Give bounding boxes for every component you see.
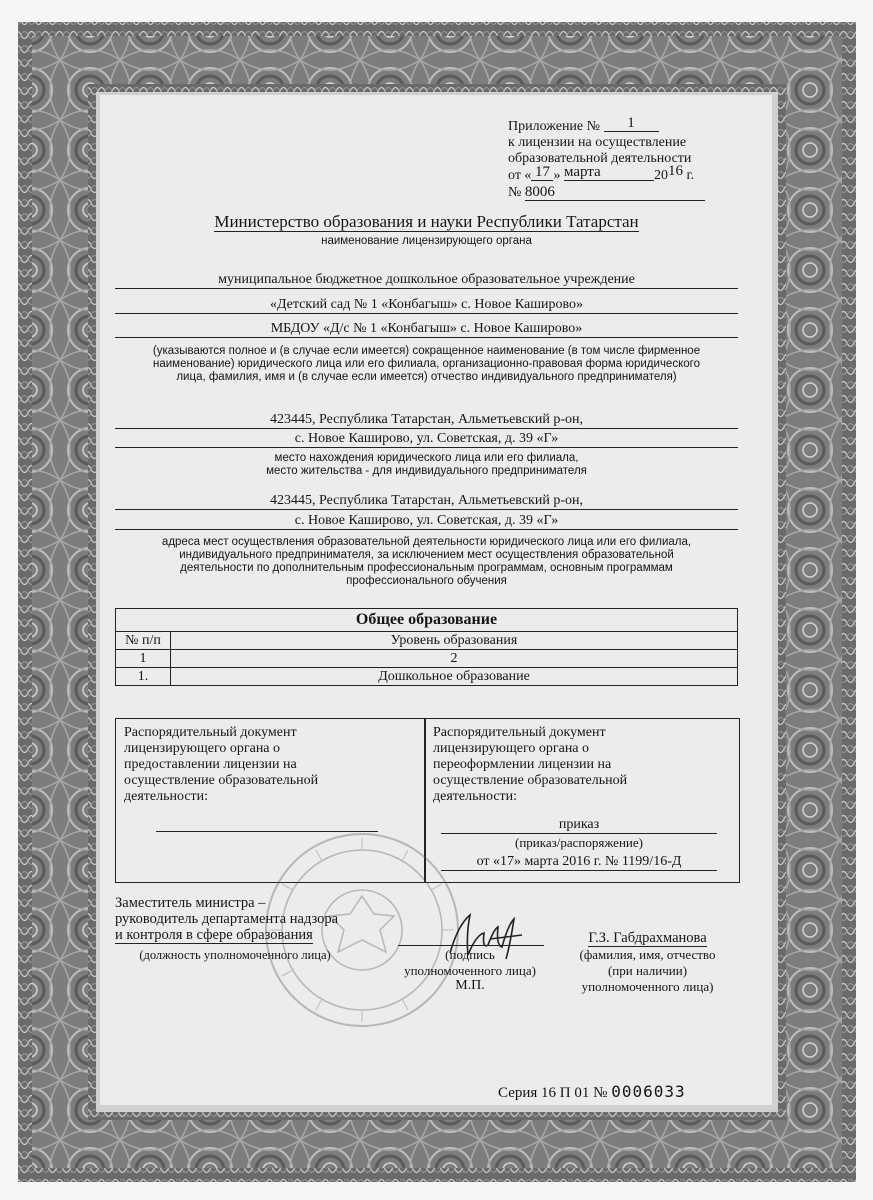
decree-right-text bbox=[433, 725, 723, 805]
decree-right-5: деятельности: bbox=[433, 789, 518, 804]
location-line-2: с. Новое Каширово, ул. Советская, д. 39 «Г» bbox=[115, 431, 738, 448]
date-mid: » bbox=[553, 168, 561, 183]
license-num-label: № bbox=[508, 185, 522, 200]
decree-doc-type: приказ bbox=[441, 817, 717, 834]
series-num-label: № bbox=[593, 1085, 608, 1101]
decree-right-2: лицензирующего органа о bbox=[433, 741, 590, 756]
education-title: Общее образование bbox=[116, 609, 738, 632]
table-header-row bbox=[116, 632, 738, 650]
signature-caption bbox=[395, 947, 545, 979]
organ-caption: наименование лицензирующего органа bbox=[321, 235, 532, 247]
row-num: 1. bbox=[116, 668, 171, 686]
decree-left-5: деятельности: bbox=[124, 789, 209, 804]
position-caption: (должность уполномоченного лица) bbox=[139, 948, 331, 962]
table-row bbox=[116, 668, 738, 686]
org-full-name-line-2: «Детский сад № 1 «Конбагыш» с. Новое Каширово» bbox=[115, 297, 738, 314]
signatory-position bbox=[115, 895, 365, 944]
decree-left-1: Распорядительный документ bbox=[124, 725, 297, 740]
decree-doc-caption: (приказ/распоряжение) bbox=[515, 835, 643, 850]
organ-name-text: Министерство образования и науки Республики Татарстан bbox=[214, 212, 639, 231]
decree-doc-ref: от «17» марта 2016 г. № 1199/16-Д bbox=[441, 854, 717, 871]
appendix-label: Приложение № bbox=[508, 119, 600, 134]
row-level: Дошкольное образование bbox=[171, 668, 738, 686]
appendix-line-2: к лицензии на осуществление bbox=[508, 135, 687, 150]
date-year-suffix: 16 bbox=[667, 163, 683, 179]
activity-caption-2: индивидуального предпринимателя, за исключением мест осуществления образовательной bbox=[179, 549, 674, 561]
org-full-name-line-1: муниципальное бюджетное дошкольное образовательное учреждение bbox=[115, 272, 738, 289]
date-day: 17 bbox=[531, 164, 553, 181]
position-line-1: Заместитель министра – bbox=[115, 895, 266, 911]
date-year-prefix: 20 bbox=[653, 168, 668, 183]
decree-right-1: Распорядительный документ bbox=[433, 725, 606, 740]
location-caption-1: место нахождения юридического лица или его филиала, bbox=[274, 452, 579, 464]
appendix-block bbox=[508, 115, 728, 201]
activity-address-line-2: с. Новое Каширово, ул. Советская, д. 39 «Г» bbox=[115, 513, 738, 530]
col-num-index: 1 bbox=[116, 650, 171, 668]
activity-address-line-1: 423445, Республика Татарстан, Альметьевский р-он, bbox=[115, 493, 738, 510]
name-caption-2: (при наличии) bbox=[607, 963, 688, 978]
decree-right-4: осуществление образовательной bbox=[433, 773, 628, 788]
series-number: 0006033 bbox=[611, 1082, 686, 1101]
series-line bbox=[498, 1082, 686, 1102]
signatory-name bbox=[560, 930, 735, 946]
name-caption-3: уполномоченного лица) bbox=[581, 979, 714, 994]
signatory-name-text: Г.З. Габдрахманова bbox=[588, 930, 707, 946]
location-caption-2: место жительства - для индивидуального предпринимателя bbox=[266, 465, 587, 477]
activity-caption-4: профессионального обучения bbox=[346, 575, 507, 587]
org-short-name: МБДОУ «Д/с № 1 «Конбагыш» с. Новое Каширово» bbox=[115, 321, 738, 338]
series-label: Серия bbox=[498, 1085, 538, 1101]
appendix-line-3: образовательной деятельности bbox=[508, 151, 692, 166]
org-caption bbox=[115, 345, 738, 384]
signature-caption-2: уполномоченного лица) bbox=[404, 963, 536, 978]
table-title-row bbox=[116, 609, 738, 632]
org-caption-2: наименование) юридического лица или его филиала, организационно-правовая форма юридического bbox=[153, 358, 700, 370]
appendix-label-line bbox=[508, 115, 728, 135]
name-caption-1: (фамилия, имя, отчество bbox=[579, 947, 716, 962]
date-year-g: г. bbox=[686, 168, 695, 183]
org-caption-1: (указываются полное и (в случае если имеется) сокращенное наименование (в том числе фирменное bbox=[152, 345, 701, 357]
signature-caption-1: (подпись bbox=[445, 947, 495, 962]
col-level-index: 2 bbox=[171, 650, 738, 668]
date-prefix: от « bbox=[508, 168, 532, 183]
license-number-line bbox=[508, 184, 728, 201]
series-value: 16 П 01 bbox=[541, 1085, 590, 1101]
decree-left-3: предоставлении лицензии на bbox=[124, 757, 297, 772]
org-caption-3: лица, фамилия, имя и (в случае если имеется) отчество индивидуального предпринимателя) bbox=[176, 371, 677, 383]
mp-label: М.П. bbox=[455, 978, 485, 993]
date-month: марта bbox=[564, 164, 654, 181]
decree-box-right bbox=[424, 718, 740, 883]
col-num-header: № п/п bbox=[116, 632, 171, 650]
name-caption bbox=[560, 947, 735, 995]
decree-left-4: осуществление образовательной bbox=[124, 773, 319, 788]
col-level-header: Уровень образования bbox=[171, 632, 738, 650]
table-index-row bbox=[116, 650, 738, 668]
position-line-2: руководитель департамента надзора bbox=[115, 911, 339, 927]
decree-left-text bbox=[124, 725, 414, 805]
location-caption bbox=[115, 452, 738, 478]
licensing-organ-name bbox=[115, 212, 738, 232]
appendix-number: 1 bbox=[604, 115, 659, 132]
license-number: 8006 bbox=[525, 184, 705, 201]
education-levels-table bbox=[115, 608, 738, 686]
activity-caption-3: деятельности по дополнительным профессиональным программам, основным программам bbox=[180, 562, 673, 574]
decree-right-3: переоформлении лицензии на bbox=[433, 757, 612, 772]
location-line-1: 423445, Республика Татарстан, Альметьевский р-он, bbox=[115, 412, 738, 429]
activity-address-caption bbox=[115, 536, 738, 588]
activity-caption-1: адреса мест осуществления образовательной деятельности юридического лица или его филиала, bbox=[161, 536, 692, 548]
position-line-3: и контроля в сфере образования bbox=[115, 927, 313, 943]
appendix-date-line bbox=[508, 163, 728, 184]
decree-left-2: лицензирующего органа о bbox=[124, 741, 281, 756]
